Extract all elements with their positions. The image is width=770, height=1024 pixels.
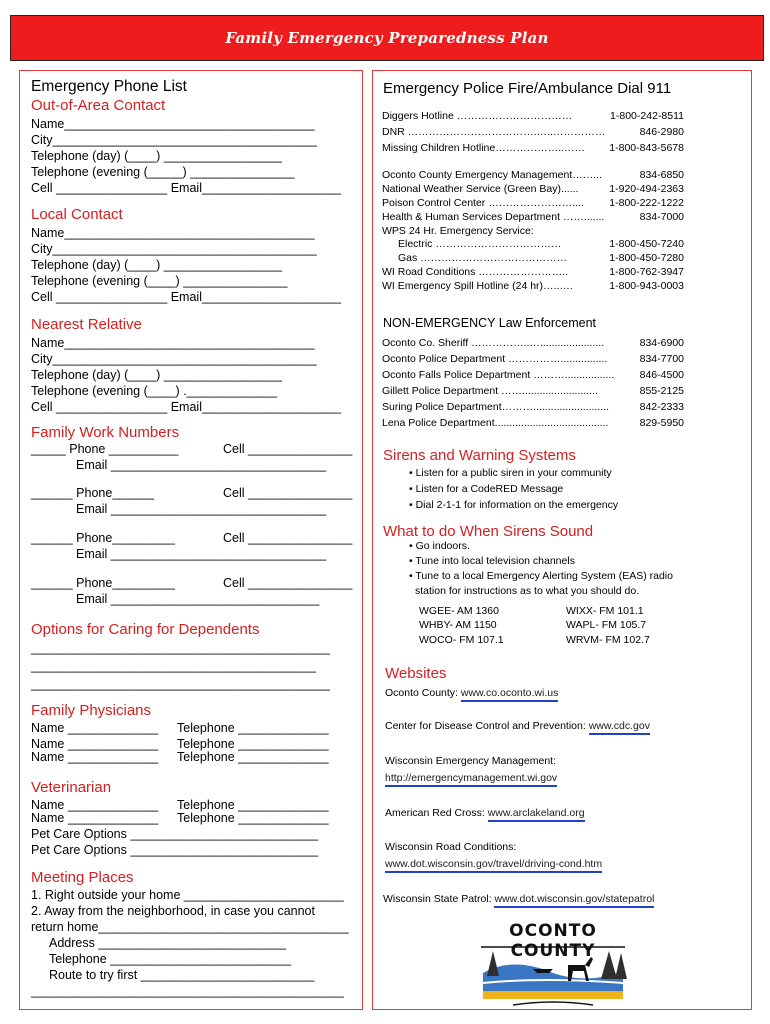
wi-number: 1-800-762-3947 [609, 266, 684, 278]
out-area-name[interactable]: Name____________________________________ [31, 117, 315, 131]
radio-station: WOCO- FM 107.1 [419, 634, 504, 646]
work-1-email[interactable]: Email _______________________________ [76, 458, 327, 472]
what-item: • Go indoors. [409, 540, 470, 552]
police-row [382, 385, 684, 397]
relative-cell[interactable]: Cell ________________ Email____________________ [31, 400, 342, 414]
work-3-phone[interactable]: ______ Phone_________ [31, 531, 175, 545]
hotline-row [382, 110, 684, 122]
wi-label: WI Emergency Spill Hotline (24 hr)…..…. [382, 280, 573, 292]
website-wem-link[interactable]: http://emergencymanagement.wi.gov [385, 772, 557, 787]
physician-2-tel[interactable]: Telephone _____________ [177, 737, 329, 751]
hotline-number: 846-2980 [639, 126, 684, 138]
what-item: • Tune into local television channels [409, 555, 575, 567]
website-oconto-link[interactable]: www.co.oconto.wi.us [461, 687, 558, 702]
what-item: • Tune to a local Emergency Alerting System (EAS) radio [409, 570, 673, 582]
dependents-title: Options for Caring for Dependents [31, 621, 260, 638]
relative-city[interactable]: City______________________________________ [31, 352, 317, 366]
hotline-label: Missing Children Hotline………………..…… [382, 142, 586, 154]
emergency-title: Emergency Police Fire/Ambulance Dial 911 [383, 80, 672, 97]
what-item: station for instructions as to what you should do. [415, 585, 640, 597]
hotline-row [382, 142, 684, 154]
website-cdc [385, 720, 650, 732]
website-cdc-link[interactable]: www.cdc.gov [589, 720, 650, 735]
out-area-title: Out-of-Area Contact [31, 97, 166, 114]
county-label: Poison Control Center …………………….... [382, 197, 584, 209]
work-1-cell[interactable]: Cell _______________ [223, 442, 353, 456]
county-number: 1-800-222-1222 [609, 197, 684, 209]
out-area-evening[interactable]: Telephone (evening (_____) _______________ [31, 165, 295, 179]
work-2-email[interactable]: Email _______________________________ [76, 502, 327, 516]
out-area-day[interactable]: Telephone (day) (____) _________________ [31, 149, 282, 163]
meeting-line-1[interactable]: 1. Right outside your home _______________________ [31, 888, 344, 902]
county-number: 834-7000 [639, 211, 684, 223]
police-number: 834-6900 [639, 337, 684, 349]
website-patrol [383, 893, 654, 905]
radio-station: WAPL- FM 105.7 [566, 619, 647, 631]
phone-list-title: Emergency Phone List [31, 78, 187, 95]
sirens-item: • Listen for a CodeRED Message [409, 483, 564, 495]
vet-1-name[interactable]: Name _____________ [31, 798, 159, 812]
logo-graphic-icon [473, 921, 633, 1010]
left-panel [19, 70, 363, 1010]
relative-title: Nearest Relative [31, 316, 142, 333]
sirens-title: Sirens and Warning Systems [383, 447, 576, 464]
sirens-item: • Dial 2-1-1 for information on the emergency [409, 499, 619, 511]
vet-2-name[interactable]: Name _____________ [31, 811, 159, 825]
relative-name[interactable]: Name____________________________________ [31, 336, 315, 350]
dependents-line-1[interactable]: ___________________________________________ [31, 641, 330, 655]
county-row [382, 183, 684, 195]
nonemergency-title: NON-EMERGENCY Law Enforcement [383, 316, 597, 330]
logo-text: OCONTO COUNTY [509, 921, 597, 961]
meeting-places-title: Meeting Places [31, 869, 134, 886]
meeting-line-last[interactable]: _____________________________________________ [31, 984, 344, 998]
wps-label: Gas …………………………………… [398, 252, 568, 264]
website-wem-label: Wisconsin Emergency Management: [385, 755, 556, 767]
hotline-row [382, 126, 684, 138]
pet-care-2[interactable]: Pet Care Options ___________________________ [31, 843, 319, 857]
website-patrol-label: Wisconsin State Patrol: [383, 893, 492, 905]
page-title: Family Emergency Preparedness Plan [225, 29, 549, 47]
local-contact-title: Local Contact [31, 206, 123, 223]
out-area-cell[interactable]: Cell ________________ Email____________________ [31, 181, 342, 195]
work-2-cell[interactable]: Cell _______________ [223, 486, 353, 500]
work-3-cell[interactable]: Cell _______________ [223, 531, 353, 545]
wps-number: 1-800-450-7280 [609, 252, 684, 264]
website-cdc-label: Center for Disease Control and Prevention: [385, 720, 586, 732]
local-cell[interactable]: Cell ________________ Email____________________ [31, 290, 342, 304]
relative-day[interactable]: Telephone (day) (____) _________________ [31, 368, 282, 382]
police-label: Oconto Police Department ……………................ [382, 353, 608, 365]
local-day[interactable]: Telephone (day) (____) _________________ [31, 258, 282, 272]
work-2-phone[interactable]: ______ Phone______ [31, 486, 155, 500]
police-row [382, 337, 684, 349]
police-number: 855-2125 [639, 385, 684, 397]
police-label: Suring Police Department……….......................... [382, 401, 609, 413]
physician-2-name[interactable]: Name _____________ [31, 737, 159, 751]
website-redcross-link[interactable]: www.arclakeland.org [488, 807, 585, 822]
work-4-phone[interactable]: ______ Phone_________ [31, 576, 175, 590]
meeting-line-2: 2. Away from the neighborhood, in case you cannot [31, 904, 315, 918]
hotline-label: Diggers Hotline …………………………… [382, 110, 573, 122]
radio-station: WRVM- FM 102.7 [566, 634, 650, 646]
header-banner [10, 15, 764, 61]
pet-care-1[interactable]: Pet Care Options ___________________________ [31, 827, 319, 841]
county-row [382, 211, 684, 223]
local-evening[interactable]: Telephone (evening (____) _______________ [31, 274, 288, 288]
website-road [385, 858, 602, 870]
county-label: National Weather Service (Green Bay)...... [382, 183, 579, 195]
work-1-phone[interactable]: _____ Phone __________ [31, 442, 179, 456]
police-label: Gillett Police Department …….......................... [382, 385, 598, 397]
wi-row [382, 280, 684, 292]
wps-row [398, 252, 684, 264]
police-row [382, 353, 684, 365]
work-3-email[interactable]: Email _______________________________ [76, 547, 327, 561]
work-4-cell[interactable]: Cell _______________ [223, 576, 353, 590]
wi-number: 1-800-943-0003 [609, 280, 684, 292]
website-redcross-label: American Red Cross: [385, 807, 485, 819]
wps-title: WPS 24 Hr. Emergency Service: [382, 225, 534, 237]
relative-evening[interactable]: Telephone (evening (____) ._____________ [31, 384, 278, 398]
local-name[interactable]: Name____________________________________ [31, 226, 315, 240]
physician-3-name[interactable]: Name _____________ [31, 750, 159, 764]
police-label: Lena Police Department....................................... [382, 417, 609, 429]
oconto-county-logo [473, 921, 633, 1010]
work-numbers-title: Family Work Numbers [31, 424, 180, 441]
radio-station: WGEE- AM 1360 [419, 605, 499, 617]
wps-row [398, 238, 684, 250]
wi-row [382, 266, 684, 278]
sirens-item: • Listen for a public siren in your community [409, 467, 612, 479]
radio-station: WIXX- FM 101.1 [566, 605, 644, 617]
physicians-title: Family Physicians [31, 702, 152, 719]
website-patrol-link[interactable]: www.dot.wisconsin.gov/statepatrol [494, 893, 654, 908]
county-row [382, 197, 684, 209]
website-oconto [385, 687, 558, 699]
county-label: Health & Human Services Department ……....... [382, 211, 605, 223]
dependents-line-3[interactable]: ___________________________________________ [31, 677, 330, 691]
local-city[interactable]: City______________________________________ [31, 242, 317, 256]
work-4-email[interactable]: Email ______________________________ [76, 592, 320, 606]
out-area-city[interactable]: City______________________________________ [31, 133, 317, 147]
meeting-line-3[interactable]: return home____________________________________ [31, 920, 349, 934]
websites-title: Websites [385, 665, 447, 682]
county-row [382, 169, 684, 181]
county-label: Oconto County Emergency Management……... [382, 169, 603, 181]
website-wem [385, 772, 557, 784]
wi-label: WI Road Conditions …………………….. [382, 266, 569, 278]
hotline-number: 1-800-843-5678 [609, 142, 684, 154]
website-redcross [385, 807, 585, 819]
radio-station: WHBY- AM 1150 [419, 619, 497, 631]
meeting-route[interactable]: Route to try first _________________________ [49, 968, 315, 982]
website-road-link[interactable]: www.dot.wisconsin.gov/travel/driving-cond.htm [385, 858, 602, 873]
police-label: Oconto Co. Sheriff ……………..…...................... [382, 337, 605, 349]
police-number: 829-5950 [639, 417, 684, 429]
what-to-do-title: What to do When Sirens Sound [383, 523, 594, 540]
veterinarian-title: Veterinarian [31, 779, 112, 796]
police-row [382, 417, 684, 429]
police-label: Oconto Falls Police Department ………................. [382, 369, 615, 381]
wps-number: 1-800-450-7240 [609, 238, 684, 250]
police-number: 842-2333 [639, 401, 684, 413]
police-number: 834-7700 [639, 353, 684, 365]
police-row [382, 401, 684, 413]
county-number: 834-6850 [639, 169, 684, 181]
meeting-telephone[interactable]: Telephone __________________________ [49, 952, 291, 966]
county-number: 1-920-494-2363 [609, 183, 684, 195]
physician-1-tel[interactable]: Telephone _____________ [177, 721, 329, 735]
hotline-number: 1-800-242-8511 [610, 110, 684, 122]
hotline-label: DNR ……………………………….…..…………… [382, 126, 606, 138]
police-number: 846-4500 [639, 369, 684, 381]
dependents-line-2[interactable]: _________________________________________ [31, 659, 317, 673]
meeting-address[interactable]: Address ___________________________ [49, 936, 287, 950]
vet-2-tel[interactable]: Telephone _____________ [177, 811, 329, 825]
wps-label: Electric ……………………………… [398, 238, 562, 250]
police-row [382, 369, 684, 381]
website-oconto-label: Oconto County: [385, 687, 458, 699]
vet-1-tel[interactable]: Telephone _____________ [177, 798, 329, 812]
website-road-label: Wisconsin Road Conditions: [385, 841, 517, 853]
physician-1-name[interactable]: Name _____________ [31, 721, 159, 735]
physician-3-tel[interactable]: Telephone _____________ [177, 750, 329, 764]
right-panel [372, 70, 752, 1010]
